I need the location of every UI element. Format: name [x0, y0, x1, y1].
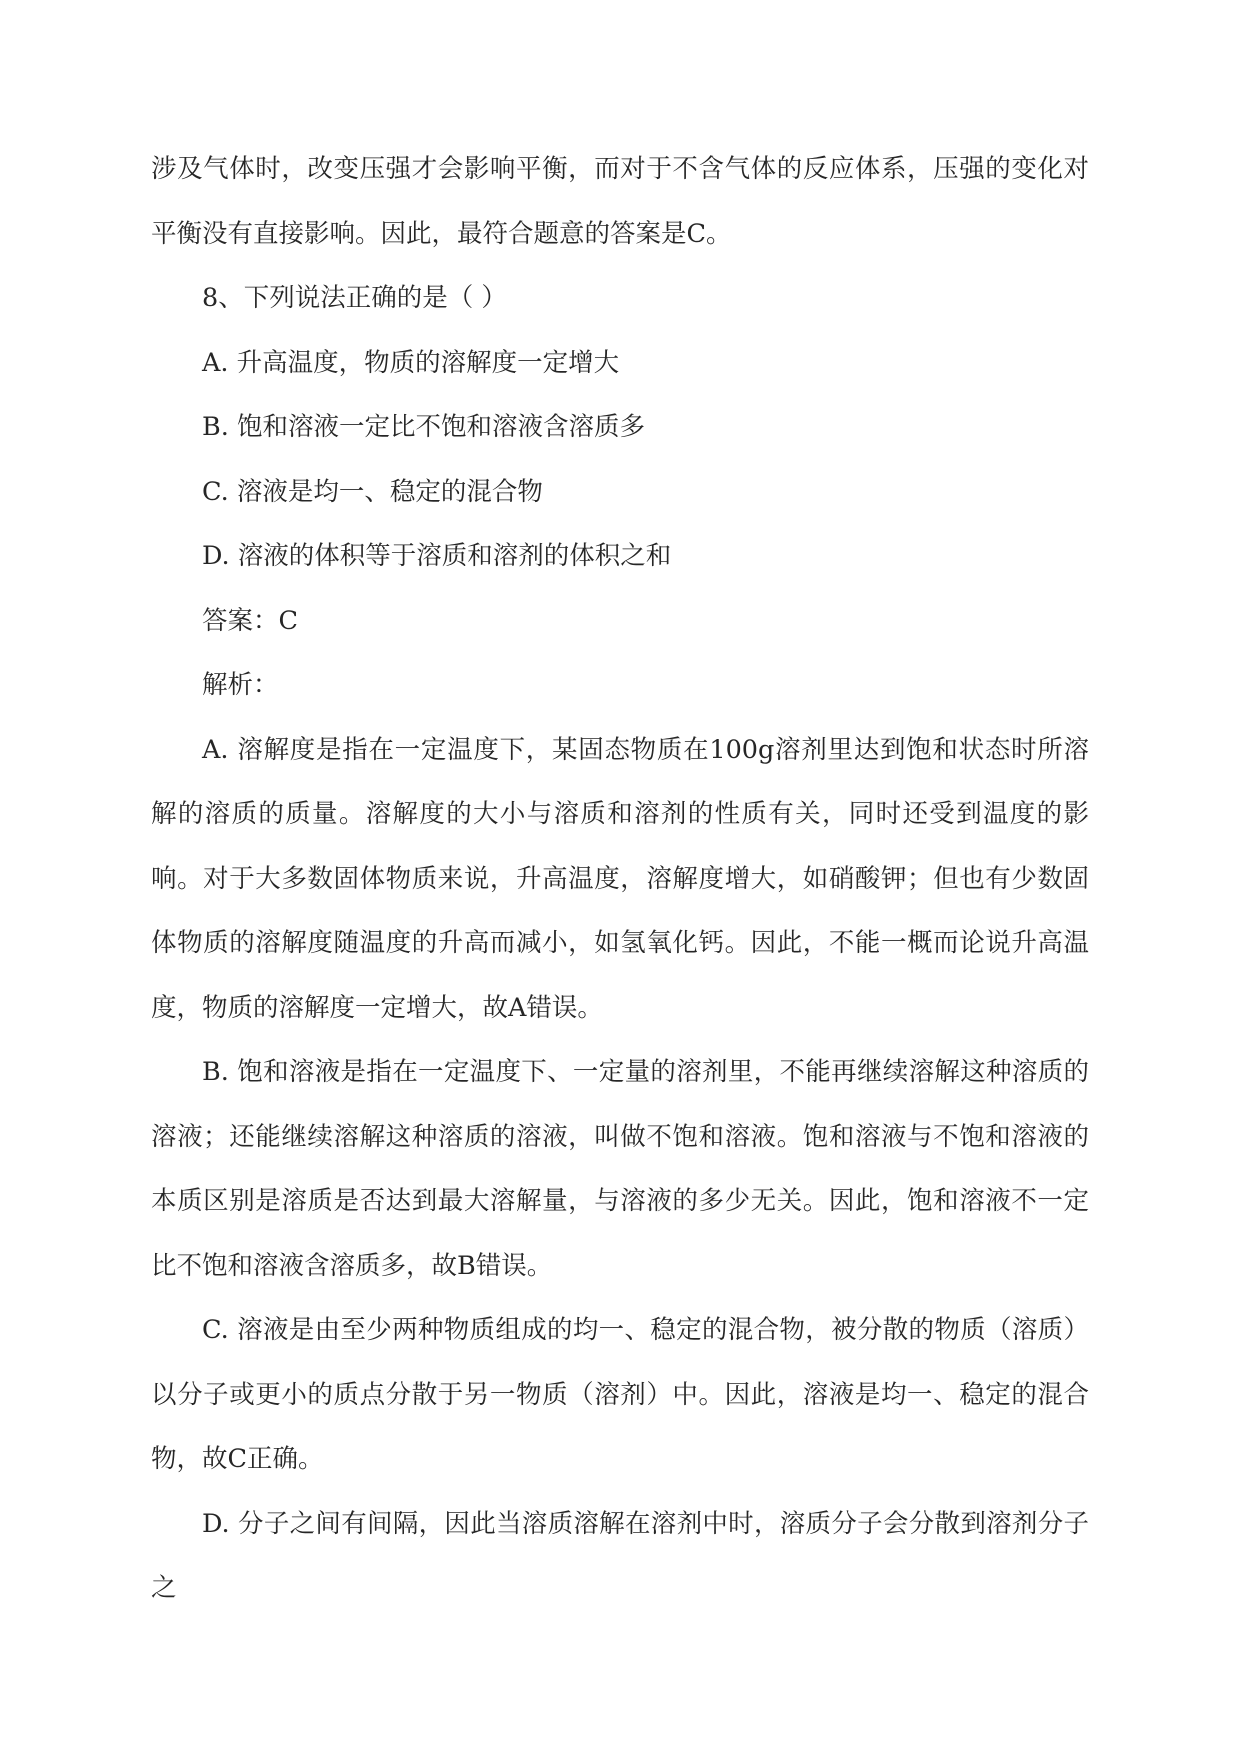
analysis-b: B. 饱和溶液是指在一定温度下、一定量的溶剂里，不能再继续溶解这种溶质的溶液；还能继续溶解这种溶质的溶液，叫做不饱和溶液。饱和溶液与不饱和溶液的本质区别是溶质是否达到最大溶解量，与溶液的多少无关。因此，饱和溶液不一定比不饱和溶液含溶质多，故B错误。 — [151, 1057, 1089, 1281]
option-b: B. 饱和溶液一定比不饱和溶液含溶质多 — [202, 412, 645, 442]
option-a: A. 升高温度，物质的溶解度一定增大 — [202, 347, 620, 378]
paragraph-continuation: 涉及气体时，改变压强才会影响平衡，而对于不含气体的反应体系，压强的变化对平衡没有直接影响。因此，最符合题意的答案是C。 — [151, 154, 1089, 249]
question-8-stem: 8、下列说法正确的是（ ） — [202, 283, 507, 313]
analysis-c: C. 溶液是由至少两种物质组成的均一、稳定的混合物，被分散的物质（溶质）以分子或更小的质点分散于另一物质（溶剂）中。因此，溶液是均一、稳定的混合物，故C正确。 — [151, 1315, 1089, 1474]
analysis-a: A. 溶解度是指在一定温度下，某固态物质在100g溶剂里达到饱和状态时所溶解的溶质的质量。溶解度的大小与溶质和溶剂的性质有关，同时还受到温度的影响。对于大多数固体物质来说，升高温度，溶解度增大，如硝酸钾；但也有少数固体物质的溶解度随温度的升高而减小，如氢氧化钙。因此，不能一概而论说升高温度，物质的溶解度一定增大，故A错误。 — [151, 734, 1089, 1023]
document-body — [151, 137, 1089, 1621]
analysis-heading: 解析： — [202, 670, 279, 700]
option-d: D. 溶液的体积等于溶质和溶剂的体积之和 — [202, 541, 672, 571]
answer-line: 答案：C — [202, 605, 299, 636]
analysis-d: D. 分子之间有间隔，因此当溶质溶解在溶剂中时，溶质分子会分散到溶剂分子之 — [151, 1508, 1089, 1603]
option-c: C. 溶液是均一、稳定的混合物 — [202, 476, 543, 507]
